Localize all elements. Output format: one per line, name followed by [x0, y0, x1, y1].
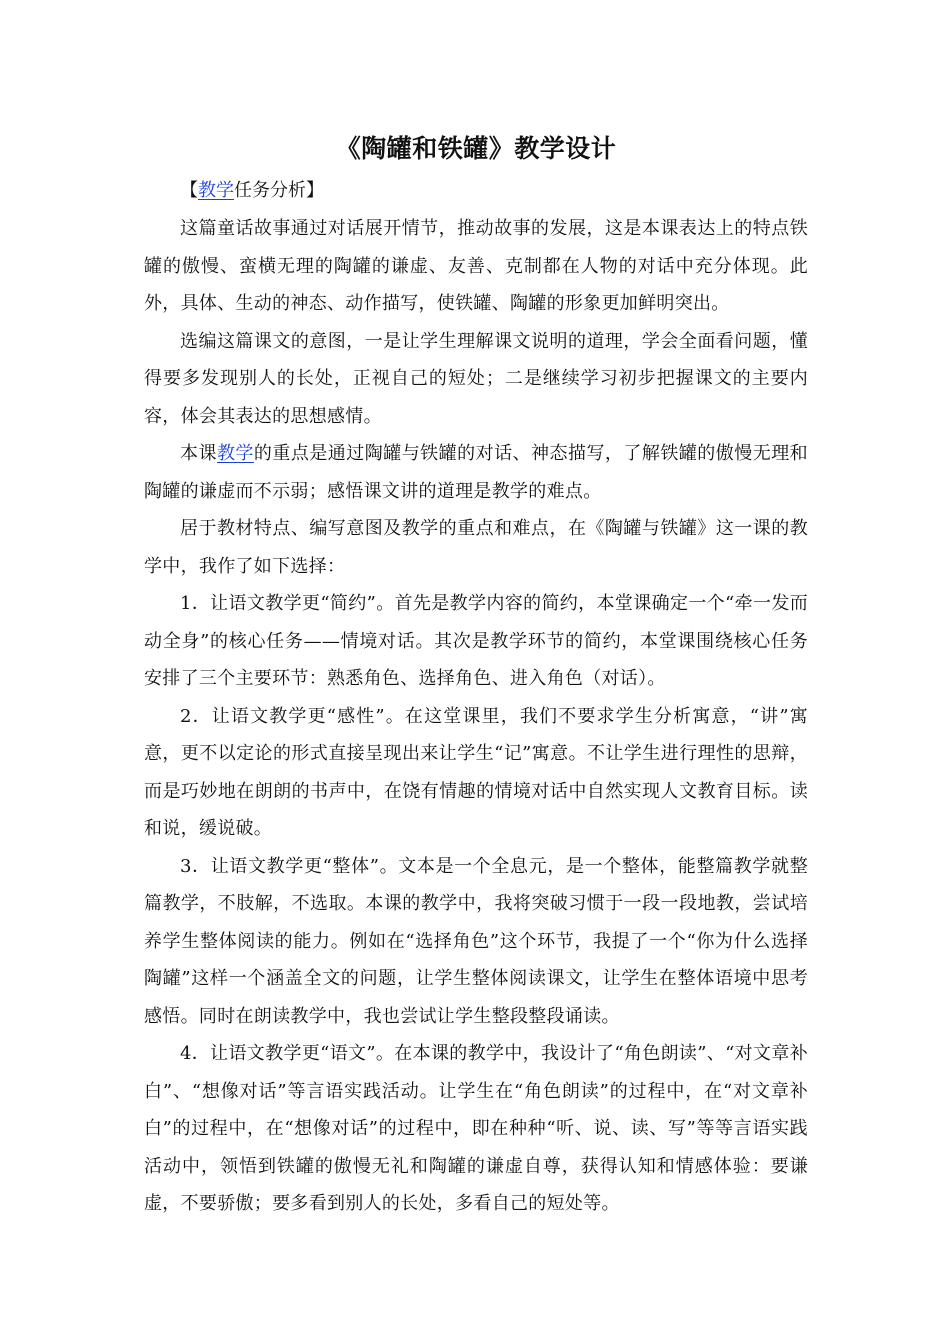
- paragraph-text: 的重点是通过陶罐与铁罐的对话、神态描写，了解铁罐的傲慢无理和陶罐的谦虚而不示弱；感悟课文讲的道理是教学的难点。: [144, 443, 808, 502]
- paragraph-text: 3．让语文教学更“整体”。文本是一个全息元，是一个整体，能整篇教学就整篇教学，不肢解，不选取。本课的教学中，我将突破习惯于一段一段地教，尝试培养学生整体阅读的能力。例如在“选择角色”这个环节，我提了一个“你为什么选择陶罐”这样一个涵盖全文的问题，让学生整体阅读课文，让学生在整体语境中思考感悟。同时在朗读教学中，我也尝试让学生整段整段诵读。: [144, 855, 808, 1027]
- section-heading: [144, 172, 808, 210]
- paragraph-text: 1．让语文教学更“简约”。首先是教学内容的简约，本堂课确定一个“牵一发而动全身”的核心任务——情境对话。其次是教学环节的简约，本堂课围绕核心任务安排了三个主要环节：熟悉角色、选择角色、进入角色（对话）。: [144, 593, 808, 689]
- section-heading-rest: 任务分析】: [234, 180, 324, 201]
- paragraph-6: [144, 698, 808, 848]
- document-title: 《陶罐和铁罐》教学设计: [335, 134, 617, 163]
- paragraph-3: [144, 435, 808, 510]
- document-page: [144, 128, 808, 1223]
- paragraph-7: [144, 848, 808, 1036]
- section-heading-link[interactable]: 教学: [198, 180, 234, 201]
- section-bracket-open: 【: [180, 180, 198, 201]
- paragraph-2: [144, 323, 808, 436]
- paragraph-link[interactable]: 教学: [216, 443, 254, 464]
- paragraph-5: [144, 585, 808, 698]
- paragraph-text-pre: 本课: [180, 443, 217, 464]
- paragraph-text: 居于教材特点、编写意图及教学的重点和难点，在《陶罐与铁罐》这一课的教学中，我作了如下选择：: [144, 518, 808, 577]
- paragraph-8: [144, 1035, 808, 1223]
- paragraph-text: 4．让语文教学更“语文”。在本课的教学中，我设计了“角色朗读”、“对文章补白”、“想像对话”等言语实践活动。让学生在“角色朗读”的过程中，在“对文章补白”的过程中，在“想像对话”的过程中，即在种种“听、说、读、写”等等言语实践活动中，领悟到铁罐的傲慢无礼和陶罐的谦虚自尊，获得认知和情感体验：要谦虚，不要骄傲；要多看到别人的长处，多看自己的短处等。: [144, 1043, 808, 1214]
- paragraph-text: 2．让语文教学更“感性”。在这堂课里，我们不要求学生分析寓意，“讲”寓意，更不以定论的形式直接呈现出来让学生“记”寓意。不让学生进行理性的思辩，而是巧妙地在朗朗的书声中，在饶有情趣的情境对话中自然实现人文教育目标。读和说，缓说破。: [144, 705, 808, 839]
- paragraph-text: 这篇童话故事通过对话展开情节，推动故事的发展，这是本课表达上的特点铁罐的傲慢、蛮横无理的陶罐的谦虚、友善、克制都在人物的对话中充分体现。此外，具体、生动的神态、动作描写，使铁罐、陶罐的形象更加鲜明突出。: [144, 218, 808, 314]
- paragraph-text: 选编这篇课文的意图，一是让学生理解课文说明的道理，学会全面看问题，懂得要多发现别人的长处，正视自己的短处；二是继续学习初步把握课文的主要内容，体会其表达的思想感情。: [144, 330, 808, 427]
- paragraph-1: [144, 210, 808, 323]
- paragraph-4: [144, 510, 808, 585]
